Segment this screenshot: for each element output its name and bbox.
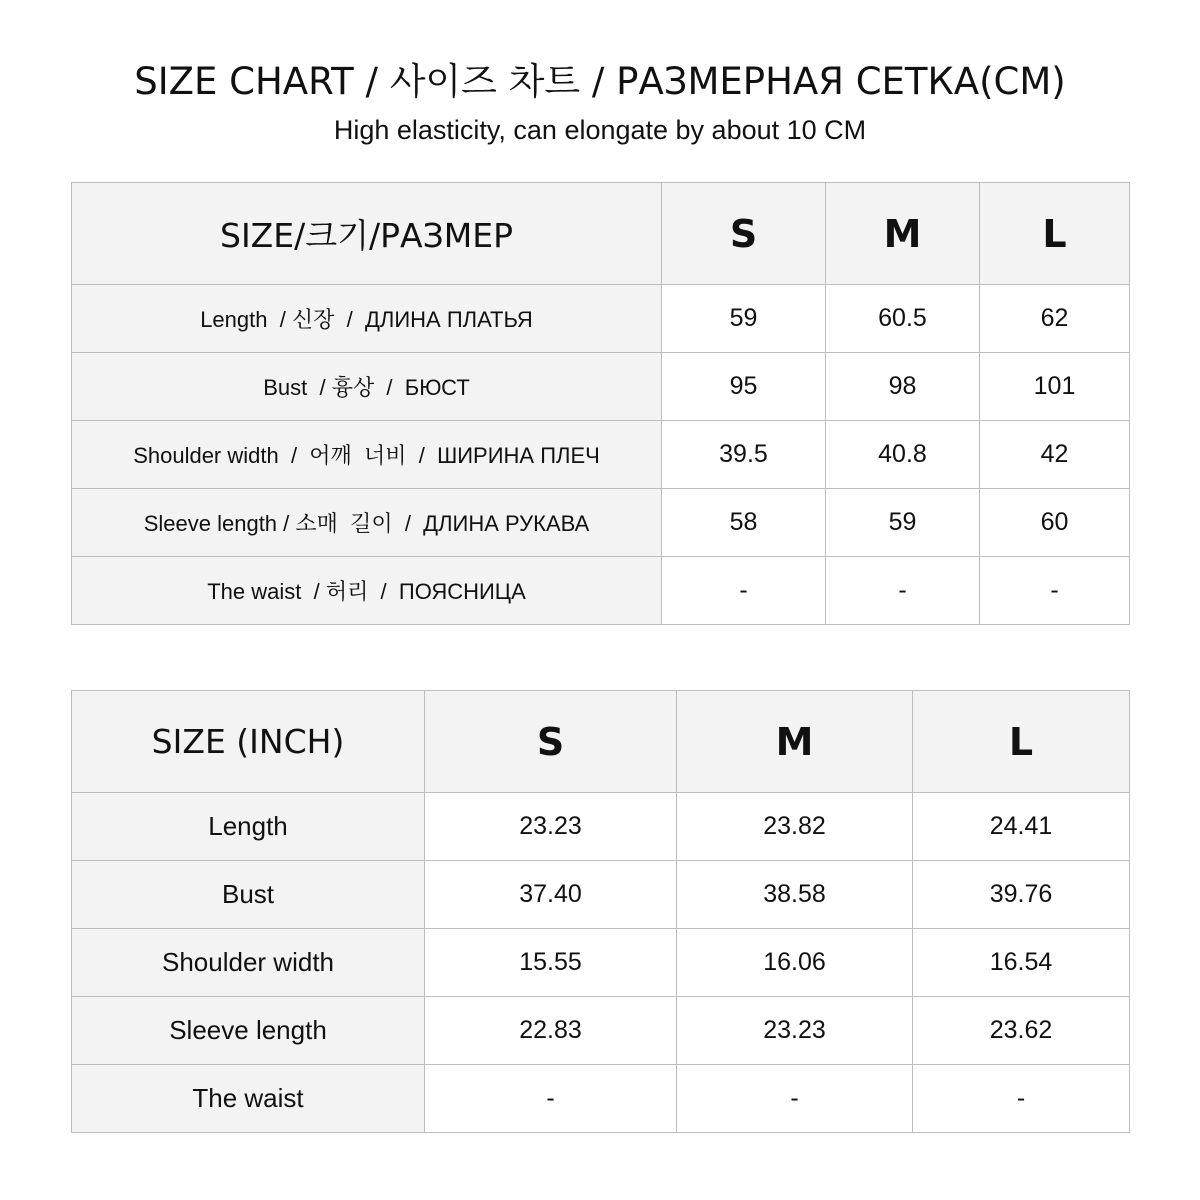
table-header-row	[72, 691, 1130, 793]
table-header-row	[72, 183, 1130, 285]
size-header-label: SIZE (INCH)	[72, 691, 425, 793]
value-cell: 101	[980, 353, 1130, 421]
value-cell: 95	[662, 353, 826, 421]
size-table-cm	[71, 182, 1130, 625]
value-cell: 39.5	[662, 421, 826, 489]
value-cell: 58	[662, 489, 826, 557]
row-label: Sleeve length / 소매 길이 / ДЛИНА РУКАВА	[72, 489, 662, 557]
table-row-shoulder-width	[72, 929, 1130, 997]
table-row-sleeve-length	[72, 489, 1130, 557]
row-label: Shoulder width / 어깨 너비 / ШИРИНА ПЛЕЧ	[72, 421, 662, 489]
size-header-s: S	[425, 691, 677, 793]
value-cell: 23.62	[913, 997, 1130, 1065]
row-label: Bust / 흉상 / БЮСТ	[72, 353, 662, 421]
value-cell: 40.8	[826, 421, 980, 489]
row-label: Sleeve length	[72, 997, 425, 1065]
value-cell: -	[913, 1065, 1130, 1133]
page-subtitle: High elasticity, can elongate by about 10 CM	[333, 115, 867, 145]
value-cell: 15.55	[425, 929, 677, 997]
table-row-length	[72, 285, 1130, 353]
value-cell: 22.83	[425, 997, 677, 1065]
value-cell: 23.82	[677, 793, 913, 861]
row-label: Shoulder width	[72, 929, 425, 997]
table-row-shoulder-width	[72, 421, 1130, 489]
size-table-inch	[71, 690, 1130, 1133]
table-row-waist	[72, 557, 1130, 625]
value-cell: -	[677, 1065, 913, 1133]
row-label: The waist / 허리 / ПОЯСНИЦА	[72, 557, 662, 625]
value-cell: 60.5	[826, 285, 980, 353]
value-cell: 37.40	[425, 861, 677, 929]
value-cell: 59	[826, 489, 980, 557]
table-row-bust	[72, 861, 1130, 929]
row-label: Length / 신장 / ДЛИНА ПЛАТЬЯ	[72, 285, 662, 353]
value-cell: 42	[980, 421, 1130, 489]
value-cell: 24.41	[913, 793, 1130, 861]
value-cell: -	[826, 557, 980, 625]
value-cell: 59	[662, 285, 826, 353]
table-row-bust	[72, 353, 1130, 421]
value-cell: 16.54	[913, 929, 1130, 997]
size-header-l: L	[980, 183, 1130, 285]
value-cell: 39.76	[913, 861, 1130, 929]
value-cell: 62	[980, 285, 1130, 353]
row-label: Length	[72, 793, 425, 861]
value-cell: -	[980, 557, 1130, 625]
value-cell: -	[425, 1065, 677, 1133]
value-cell: -	[662, 557, 826, 625]
row-label: Bust	[72, 861, 425, 929]
page-title: SIZE CHART / 사이즈 차트 / РАЗМЕРНАЯ СЕТКА(CM)	[134, 60, 1066, 103]
table-row-sleeve-length	[72, 997, 1130, 1065]
size-header-m: M	[677, 691, 913, 793]
value-cell: 23.23	[677, 997, 913, 1065]
value-cell: 60	[980, 489, 1130, 557]
size-header-label: SIZE/크기/РАЗМЕР	[72, 183, 662, 285]
value-cell: 98	[826, 353, 980, 421]
row-label: The waist	[72, 1065, 425, 1133]
size-header-s: S	[662, 183, 826, 285]
table-row-waist	[72, 1065, 1130, 1133]
size-header-l: L	[913, 691, 1130, 793]
size-header-m: M	[826, 183, 980, 285]
value-cell: 23.23	[425, 793, 677, 861]
table-row-length	[72, 793, 1130, 861]
value-cell: 16.06	[677, 929, 913, 997]
value-cell: 38.58	[677, 861, 913, 929]
